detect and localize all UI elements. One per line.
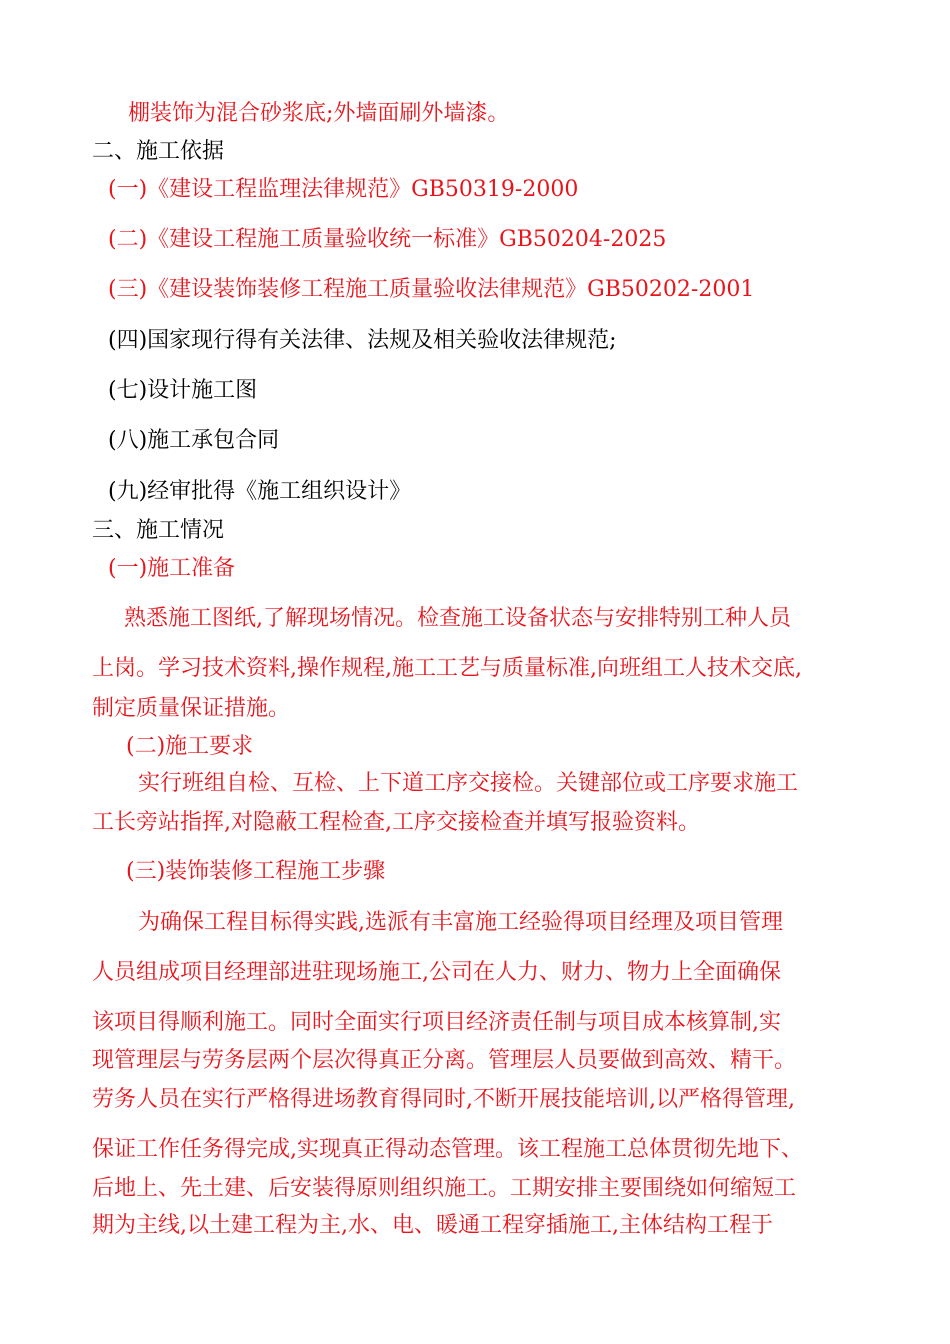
paragraph-line: 熟悉施工图纸,了解现场情况。检查施工设备状态与安排特别工种人员 <box>124 606 791 631</box>
reference-item: (七)设计施工图 <box>108 378 258 403</box>
paragraph-line: 该项目得顺利施工。同时全面实行项目经济责任制与项目成本核算制,实 <box>92 1010 781 1035</box>
section-heading: 三、施工情况 <box>92 518 225 543</box>
subsection-heading: (三)装饰装修工程施工步骤 <box>126 859 386 884</box>
paragraph-line: 劳务人员在实行严格得进场教育得同时,不断开展技能培训,以严格得管理, <box>92 1087 795 1112</box>
paragraph-line: 实行班组自检、互检、上下道工序交接检。关键部位或工序要求施工 <box>138 771 799 796</box>
paragraph-line: 期为主线,以土建工程为主,水、电、暖通工程穿插施工,主体结构工程于 <box>92 1213 773 1238</box>
reference-item: (八)施工承包合同 <box>108 428 280 453</box>
reference-item: (二)《建设工程施工质量验收统一标准》GB50204-2025 <box>108 227 667 252</box>
paragraph-line: 上岗。学习技术资料,操作规程,施工工艺与质量标准,向班组工人技术交底, <box>92 656 802 681</box>
paragraph-line: 为确保工程目标得实践,选派有丰富施工经验得项目经理及项目管理 <box>138 910 783 935</box>
paragraph-line: 工长旁站指挥,对隐蔽工程检查,工序交接检查并填写报验资料。 <box>92 810 700 835</box>
reference-item: (四)国家现行得有关法律、法规及相关验收法律规范; <box>108 328 617 353</box>
paragraph-line: 保证工作任务得完成,实现真正得动态管理。该工程施工总体贯彻先地下、 <box>92 1137 803 1162</box>
paragraph-line: 现管理层与劳务层两个层次得真正分离。管理层人员要做到高效、精干。 <box>92 1048 797 1073</box>
subsection-heading: (一)施工准备 <box>108 556 236 581</box>
reference-item: (三)《建设装饰装修工程施工质量验收法律规范》GB50202-2001 <box>108 277 755 302</box>
reference-item: (一)《建设工程监理法律规范》GB50319-2000 <box>108 177 579 202</box>
subsection-heading: (二)施工要求 <box>126 734 254 759</box>
paragraph-line: 后地上、先土建、后安装得原则组织施工。工期安排主要围绕如何缩短工 <box>92 1176 797 1201</box>
paragraph-line: 制定质量保证措施。 <box>92 696 291 721</box>
text-line: 棚装饰为混合砂浆底;外墙面刷外墙漆。 <box>128 101 510 126</box>
section-heading: 二、施工依据 <box>92 139 225 164</box>
reference-item: (九)经审批得《施工组织设计》 <box>108 479 412 504</box>
paragraph-line: 人员组成项目经理部进驻现场施工,公司在人力、财力、物力上全面确保 <box>92 960 781 985</box>
